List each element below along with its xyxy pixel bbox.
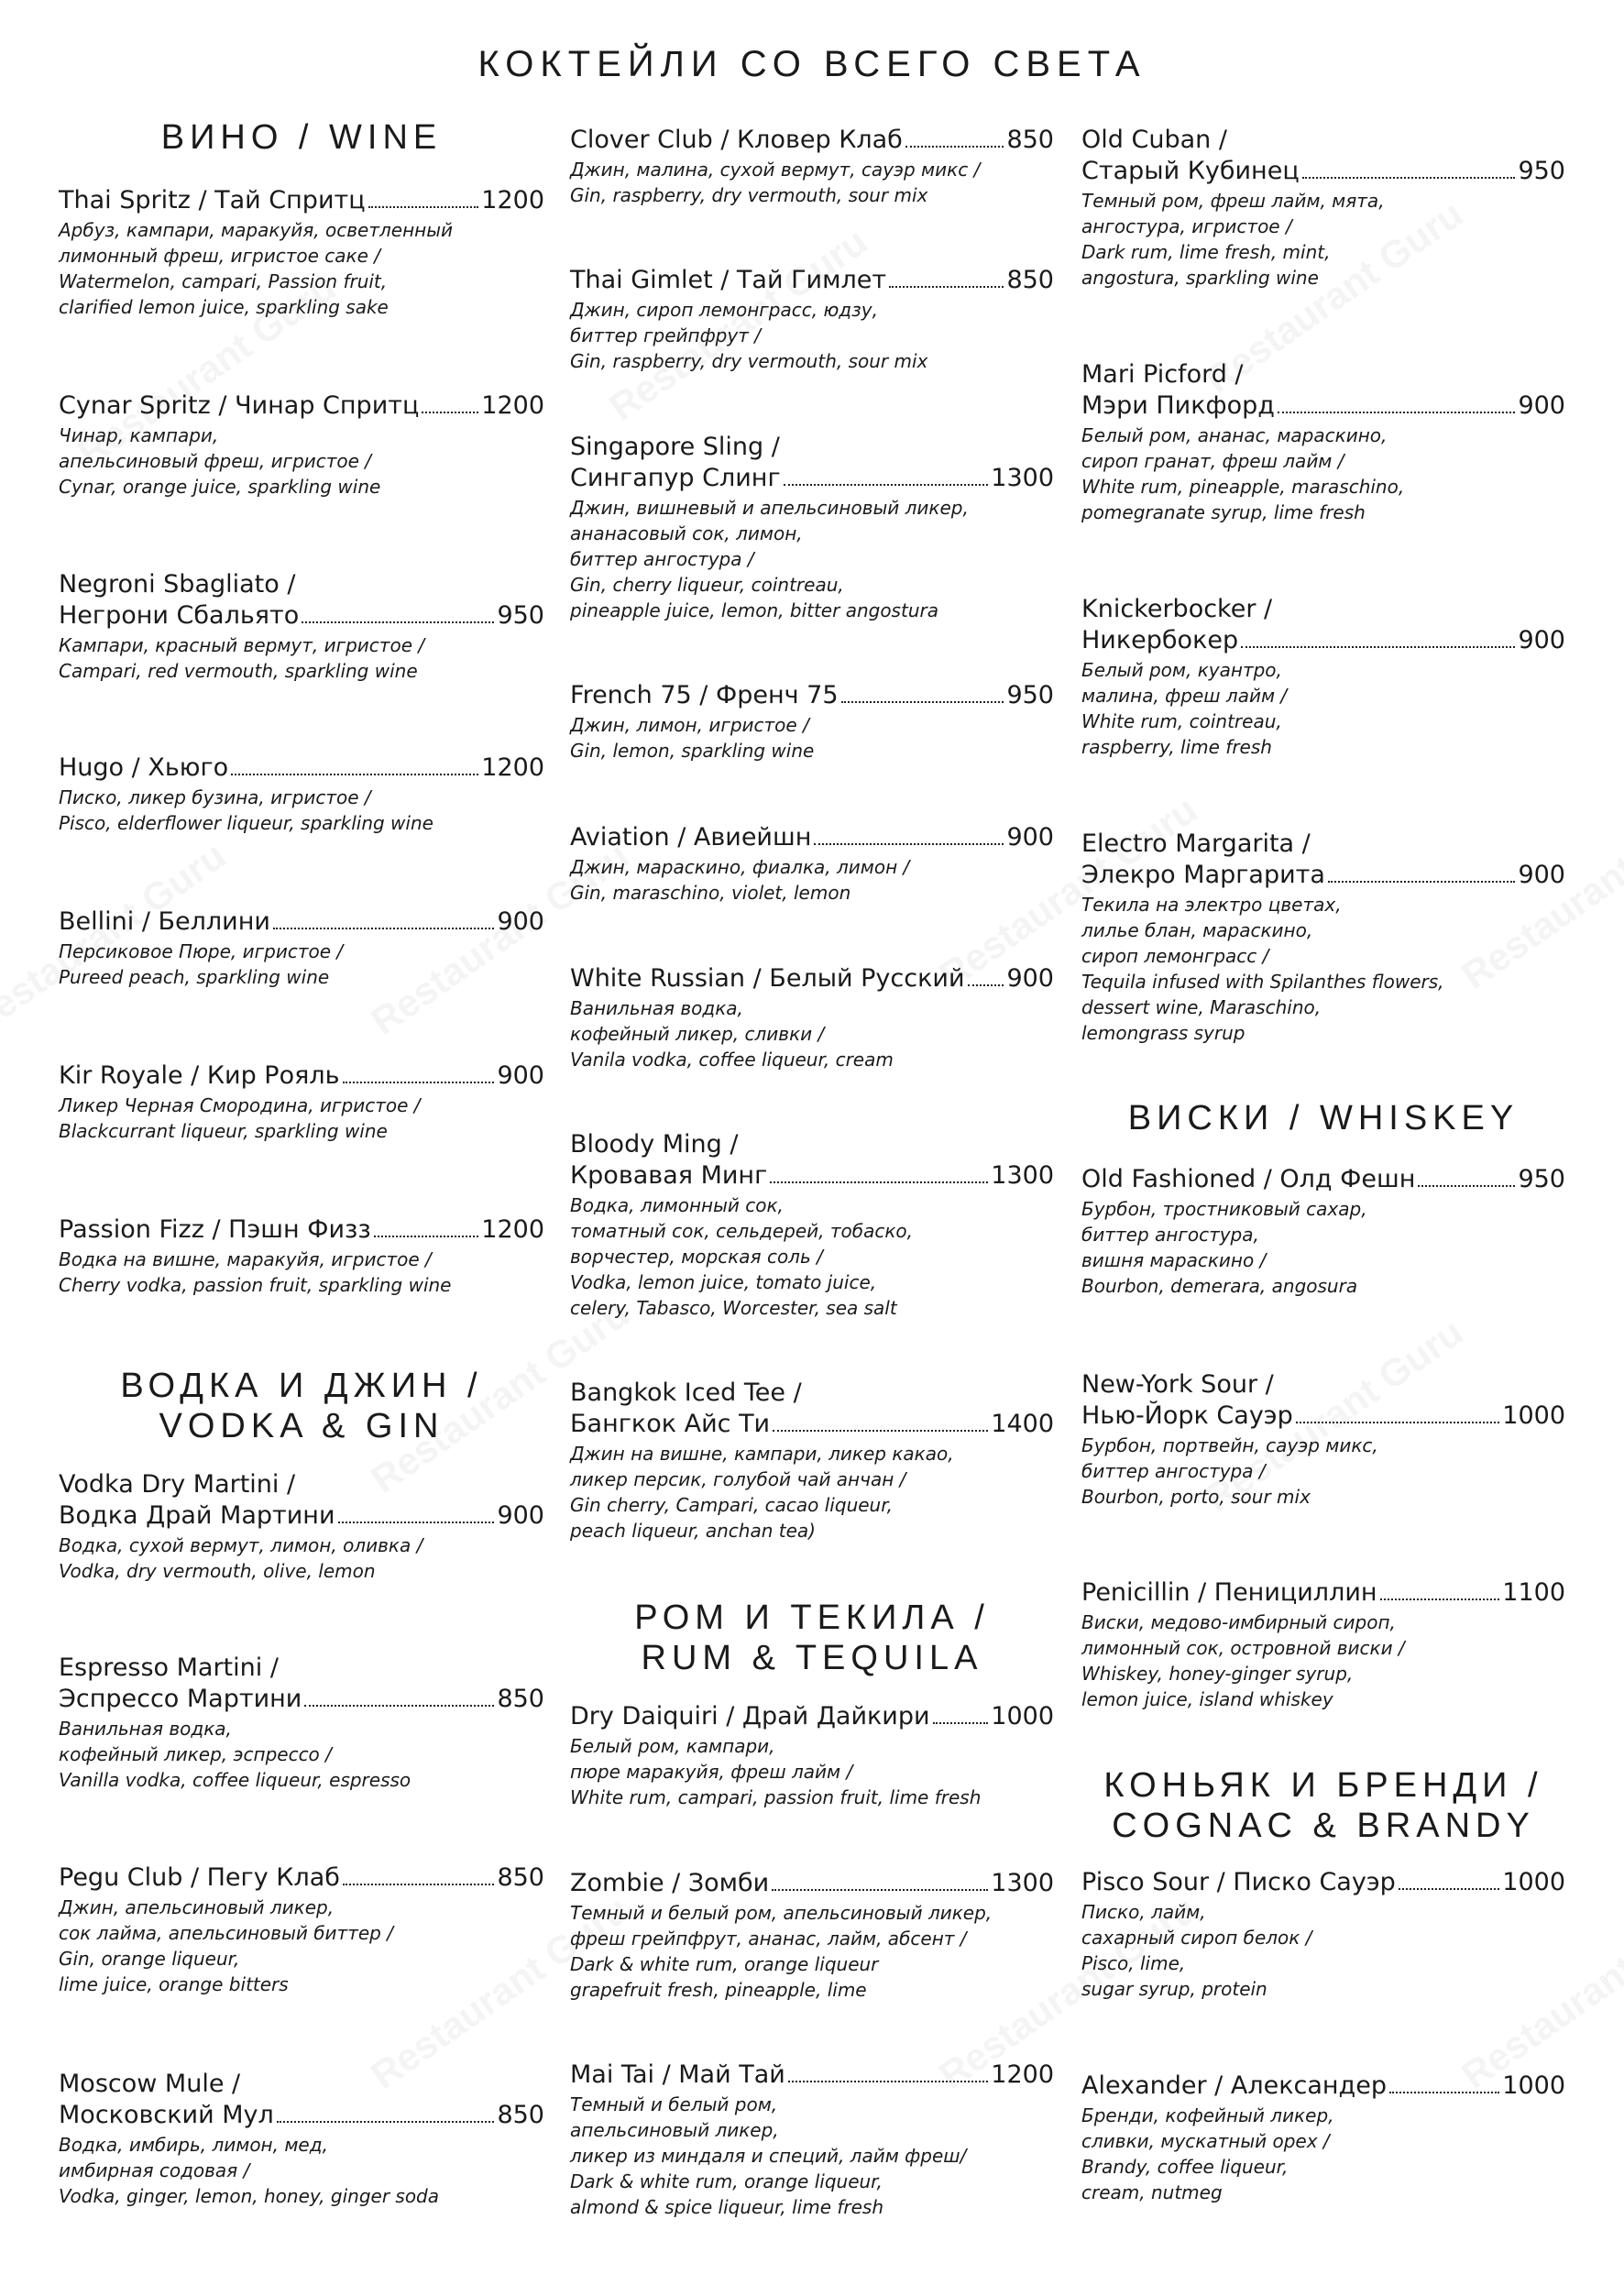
item-price: 850 (1006, 266, 1054, 294)
item-price: 900 (1518, 861, 1565, 889)
item-name: Dry Daiquiri / Драй Дайкири (570, 1702, 930, 1730)
section-title-rum-tequila: РОМ И ТЕКИЛА / RUM & TEQUILA (634, 1598, 990, 1677)
section-title-vodka-gin: ВОДКА И ДЖИН / VODKA & GIN (120, 1367, 483, 1445)
menu-item (570, 1378, 1054, 1543)
leader-dots (1389, 2092, 1499, 2093)
leader-dots (1296, 1422, 1500, 1423)
item-price: 900 (497, 1501, 544, 1530)
item-description: Водка, имбирь, лимон, мед, имбирная содовая / Vodka, ginger, lemon, honey, ginger soda (59, 2134, 439, 2207)
item-name: Thai Spritz / Тай Спритц (59, 186, 366, 214)
menu-item (1081, 829, 1565, 1046)
menu-item (570, 265, 1054, 374)
item-description: Бренди, кофейный ликер, сливки, мускатный орех / Brandy, coffee liqueur, cream, nutmeg (1081, 2104, 1334, 2203)
item-name: Негрони Сбальято (59, 601, 300, 630)
item-name: Old Fashioned / Олд Фешн (1081, 1165, 1416, 1193)
item-description: Белый ром, ананас, мараскино, сироп гранат, фреш лайм / White rum, pineapple, maraschino, pomegranate syrup, lime fresh (1081, 424, 1405, 523)
item-name: Singapore Sling / (570, 433, 780, 461)
leader-dots (889, 286, 1004, 288)
item-price: 1300 (991, 1869, 1054, 1897)
item-name-line (59, 1060, 544, 1092)
item-description: Арбуз, кампари, маракуйя, осветленный лимонный фреш, игристое саке / Watermelon, campari, Passion fruit, clarified lemon juice, sparkling sake (59, 219, 454, 318)
item-name: Старый Кубинец (1081, 157, 1300, 185)
item-description: Джин, малина, сухой вермут, сауэр микс / Gin, raspberry, dry vermouth, sour mix (570, 159, 981, 206)
item-price: 1200 (481, 1215, 544, 1244)
leader-dots (374, 1236, 479, 1237)
menu-item (1081, 1369, 1565, 1510)
item-price: 950 (1518, 157, 1565, 185)
item-name: Никербокер (1081, 626, 1239, 654)
item-name: French 75 / Френч 75 (570, 681, 839, 709)
item-name: Pegu Club / Пегу Клаб (59, 1863, 340, 1892)
menu-item (59, 569, 544, 684)
item-name-line (1081, 625, 1565, 656)
menu-item (59, 906, 544, 990)
item-price: 1200 (481, 186, 544, 214)
menu-item (59, 1214, 544, 1298)
item-price: 900 (497, 907, 544, 936)
item-name: Thai Gimlet / Тай Гимлет (570, 266, 887, 294)
item-name-line (1081, 1577, 1565, 1609)
item-description: Ликер Черная Смородина, игристое / Blackcurrant liqueur, sparkling wine (59, 1094, 421, 1142)
item-name-line (570, 1701, 1054, 1732)
leader-dots (1399, 1888, 1500, 1890)
item-name: Cynar Spritz / Чинар Спритц (59, 391, 420, 420)
item-name: Bloody Ming / (570, 1130, 739, 1159)
item-description: Водка, лимонный сок, томатный сок, сельдерей, тобаско, ворчестер, морская соль / Vodka, lemon juice, tomato juice, celery, Tabasco, Worcester, sea salt (570, 1194, 913, 1319)
menu-item (570, 1868, 1054, 2003)
item-price: 1000 (1502, 1868, 1565, 1896)
menu-item (1081, 1164, 1565, 1299)
item-name-line (570, 822, 1054, 853)
leader-dots (773, 1430, 988, 1432)
menu-item (570, 680, 1054, 763)
item-description: Ванильная водка, кофейный ликер, эспрессо / Vanilla vodka, coffee liqueur, espresso (59, 1718, 411, 1791)
leader-dots (784, 484, 989, 486)
item-name: New-York Sour / (1081, 1370, 1274, 1399)
menu-item (570, 1129, 1054, 1321)
item-description: Писко, ликер бузина, игристое / Pisco, elderflower liqueur, sparkling wine (59, 786, 433, 834)
menu-item (59, 1060, 544, 1144)
leader-dots (1380, 1598, 1500, 1600)
item-name-line (59, 390, 544, 422)
item-name: White Russian / Белый Русский (570, 964, 965, 993)
item-name: Bellini / Беллини (59, 907, 270, 936)
item-price: 1000 (1502, 1401, 1565, 1430)
item-description: Джин, вишневый и апельсиновый ликер, ананасовый сок, лимон, биттер ангостура / Gin, cherry liqueur, cointreau, pineapple juice, lemon, bitter angostura (570, 497, 969, 621)
item-name: Элекро Маргарита (1081, 861, 1325, 889)
leader-dots (1241, 646, 1515, 648)
item-name: Passion Fizz / Пэшн Физз (59, 1215, 371, 1244)
item-name: Zombie / Зомби (570, 1869, 770, 1897)
menu-item (59, 1653, 544, 1793)
menu-item (570, 822, 1054, 906)
menu-item (570, 1701, 1054, 1810)
item-name-line (1081, 2071, 1565, 2102)
item-name-line (59, 185, 544, 216)
menu-item (1081, 125, 1565, 291)
item-name: Нью-Йорк Сауэр (1081, 1401, 1293, 1430)
item-name-line (570, 963, 1054, 994)
item-name-line (1081, 860, 1565, 891)
item-name: Эспрессо Мартини (59, 1685, 302, 1713)
item-name-line (1081, 1401, 1565, 1432)
leader-dots (1328, 881, 1516, 883)
menu-item (59, 185, 544, 320)
item-name-line (570, 265, 1054, 296)
leader-dots (841, 701, 1004, 703)
item-name: Knickerbocker / (1081, 595, 1273, 623)
item-description: Бурбон, тростниковый сахар, биттер ангостура, вишня мараскино / Bourbon, demerara, angosura (1081, 1198, 1367, 1297)
item-description: Водка на вишне, маракуйя, игристое / Cherry vodka, passion fruit, sparkling wine (59, 1248, 452, 1296)
item-name: Espresso Martini / (59, 1653, 279, 1682)
leader-dots (304, 1705, 494, 1707)
menu-item (59, 2069, 544, 2209)
item-price: 900 (1006, 823, 1054, 851)
item-name-line (570, 680, 1054, 711)
leader-dots (422, 412, 478, 413)
item-price: 950 (1006, 681, 1054, 709)
leader-dots (277, 2121, 495, 2123)
leader-dots (905, 146, 1004, 148)
item-price: 900 (1518, 391, 1565, 420)
item-name: Водка Драй Мартини (59, 1501, 335, 1530)
leader-dots (1278, 412, 1516, 413)
item-description: Джин, мараскино, фиалка, лимон / Gin, maraschino, violet, lemon (570, 856, 910, 904)
item-description: Белый ром, кампари, пюре маракуйя, фреш лайм / White rum, campari, passion fruit, lime fresh (570, 1735, 982, 1808)
leader-dots (231, 774, 478, 775)
item-description: Темный и белый ром, апельсиновый ликер, ликер из миндаля и специй, лайм фреш/ Dark & white rum, orange liqueur, almond & spice liqueur, lime fresh (570, 2093, 967, 2218)
menu-item (570, 432, 1054, 623)
item-description: Белый ром, куантро, малина, фреш лайм / White rum, cointreau, raspberry, lime fresh (1081, 659, 1288, 758)
item-name-line (59, 906, 544, 938)
leader-dots (1418, 1185, 1515, 1187)
item-name-line (570, 1868, 1054, 1899)
item-description: Виски, медово-имбирный сироп, лимонный сок, островной виски / Whiskey, honey-ginger syrup, lemon juice, island whiskey (1081, 1611, 1405, 1710)
item-name: Hugo / Хьюго (59, 753, 229, 782)
item-description: Персиковое Пюре, игристое / Pureed peach, sparkling wine (59, 940, 344, 988)
item-name: Мэри Пикфорд (1081, 391, 1275, 420)
item-name: Московский Мул (59, 2101, 274, 2129)
item-price: 850 (1006, 126, 1054, 154)
item-name-line (570, 2060, 1054, 2091)
item-name: Сингапур Слинг (570, 464, 781, 492)
item-description: Текила на электро цветах, лилье блан, мараскино, сироп лемонграсс / Tequila infused with Spilanthes flowers, dessert wine, Maraschino, lemongrass syrup (1081, 894, 1444, 1044)
menu-item (59, 1469, 544, 1584)
item-price: 850 (497, 1863, 544, 1892)
item-price: 850 (497, 1685, 544, 1713)
item-name: Бангкок Айс Ти (570, 1410, 771, 1438)
item-name: Old Cuban / (1081, 126, 1227, 154)
item-price: 1300 (991, 464, 1054, 492)
item-price: 1300 (991, 1161, 1054, 1190)
item-description: Кампари, красный вермут, игристое / Campari, red vermouth, sparkling wine (59, 634, 425, 682)
item-name-line (59, 1500, 544, 1532)
item-name: Mai Tai / Май Тай (570, 2060, 785, 2089)
leader-dots (1302, 177, 1516, 179)
item-description: Ванильная водка, кофейный ликер, сливки / Vanila vodka, coffee liqueur, cream (570, 997, 894, 1071)
item-price: 1000 (991, 1702, 1054, 1730)
item-name: Kir Royale / Кир Рояль (59, 1061, 340, 1090)
item-name-line (1081, 390, 1565, 422)
section-title-whiskey: ВИСКИ / WHISKEY (1127, 1099, 1520, 1137)
item-name-line (59, 1862, 544, 1894)
item-name: Alexander / Александер (1081, 2071, 1387, 2100)
item-description: Джин на вишне, кампари, ликер какао, ликер персик, голубой чай анчан / Gin cherry, Campari, cacao liqueur, peach liqueur, anchan tea) (570, 1443, 954, 1542)
item-name-line (59, 1684, 544, 1715)
item-name: Electro Margarita / (1081, 829, 1311, 858)
item-name-line (1081, 1164, 1565, 1195)
item-name-line (570, 463, 1054, 494)
item-name: Moscow Mule / (59, 2070, 241, 2098)
item-name: Кровавая Минг (570, 1161, 768, 1190)
item-price: 1200 (991, 2060, 1054, 2089)
page-title: КОКТЕЙЛИ СО ВСЕГО СВЕТА (477, 44, 1147, 84)
item-name-line (570, 1409, 1054, 1440)
item-description: Джин, лимон, игристое / Gin, lemon, sparkling wine (570, 714, 815, 762)
item-name: Penicillin / Пенициллин (1081, 1578, 1377, 1607)
leader-dots (368, 206, 479, 208)
item-name-line (59, 2100, 544, 2131)
item-description: Чинар, кампари, апельсиновый фреш, игристое / Cynar, orange juice, sparkling wine (59, 424, 381, 498)
leader-dots (770, 1181, 988, 1183)
item-price: 1000 (1502, 2071, 1565, 2100)
leader-dots (302, 621, 494, 623)
item-name: Bangkok Iced Tee / (570, 1379, 802, 1407)
leader-dots (772, 1889, 988, 1891)
leader-dots (788, 2081, 988, 2082)
menu-item (1081, 1867, 1565, 2002)
item-price: 900 (497, 1061, 544, 1090)
item-name-line (59, 1214, 544, 1246)
item-name-line (570, 1160, 1054, 1192)
menu-item (59, 1862, 544, 1997)
item-name: Clover Club / Кловер Клаб (570, 126, 903, 154)
menu-item (59, 753, 544, 836)
menu-item (1081, 594, 1565, 760)
menu-item (570, 125, 1054, 208)
item-price: 1200 (481, 753, 544, 782)
item-name-line (1081, 156, 1565, 187)
item-price: 1400 (991, 1410, 1054, 1438)
leader-dots (343, 1082, 495, 1083)
leader-dots (343, 1884, 495, 1885)
item-name-line (1081, 1867, 1565, 1898)
item-name: Mari Picford / (1081, 360, 1244, 389)
leader-dots (814, 843, 1004, 845)
item-price: 900 (1518, 626, 1565, 654)
leader-dots (933, 1722, 989, 1724)
item-name: Aviation / Авиейшн (570, 823, 812, 851)
item-price: 900 (1006, 964, 1054, 993)
section-title-wine: ВИНО / WINE (160, 118, 443, 157)
item-name: Negroni Sbagliato / (59, 570, 296, 599)
item-description: Темный и белый ром, апельсиновый ликер, фреш грейпфрут, ананас, лайм, абсент / Dark & white rum, orange liqueur grapefruit fresh, pineapple, lime (570, 1902, 993, 2001)
item-description: Джин, апельсиновый ликер, сок лайма, апельсиновый биттер / Gin, orange liqueur, lime juice, orange bitters (59, 1896, 393, 1995)
item-description: Писко, лайм, сахарный сироп белок / Pisco, lime, sugar syrup, protein (1081, 1901, 1312, 2000)
item-price: 850 (497, 2101, 544, 2129)
item-name: Pisco Sour / Писко Сауэр (1081, 1868, 1396, 1896)
leader-dots (968, 984, 1004, 986)
item-name-line (59, 600, 544, 632)
section-title-cognac-brandy: КОНЬЯК И БРЕНДИ / COGNAC & BRANDY (1103, 1766, 1543, 1845)
leader-dots (273, 928, 495, 929)
item-name-line (59, 753, 544, 784)
item-description: Водка, сухой вермут, лимон, оливка / Vodka, dry vermouth, olive, lemon (59, 1534, 423, 1582)
item-description: Бурбон, портвейн, сауэр микс, биттер ангостура / Bourbon, porto, sour mix (1081, 1434, 1378, 1508)
menu-item (570, 2060, 1054, 2220)
item-price: 1100 (1502, 1578, 1565, 1607)
item-name: Vodka Dry Martini / (59, 1470, 296, 1499)
item-description: Джин, сироп лемонграсс, юдзу, биттер грейпфрут / Gin, raspberry, dry vermouth, sour mix (570, 299, 928, 372)
leader-dots (338, 1521, 495, 1523)
item-price: 950 (497, 601, 544, 630)
menu-item (59, 390, 544, 500)
item-price: 950 (1518, 1165, 1565, 1193)
menu-item (570, 963, 1054, 1072)
menu-item (1081, 1577, 1565, 1712)
menu-item (1081, 2071, 1565, 2205)
item-description: Темный ром, фреш лайм, мята, ангостура, игристое / Dark rum, lime fresh, mint, angostura, sparkling wine (1081, 190, 1385, 289)
item-price: 1200 (481, 391, 544, 420)
menu-item (1081, 359, 1565, 525)
item-name-line (570, 125, 1054, 156)
